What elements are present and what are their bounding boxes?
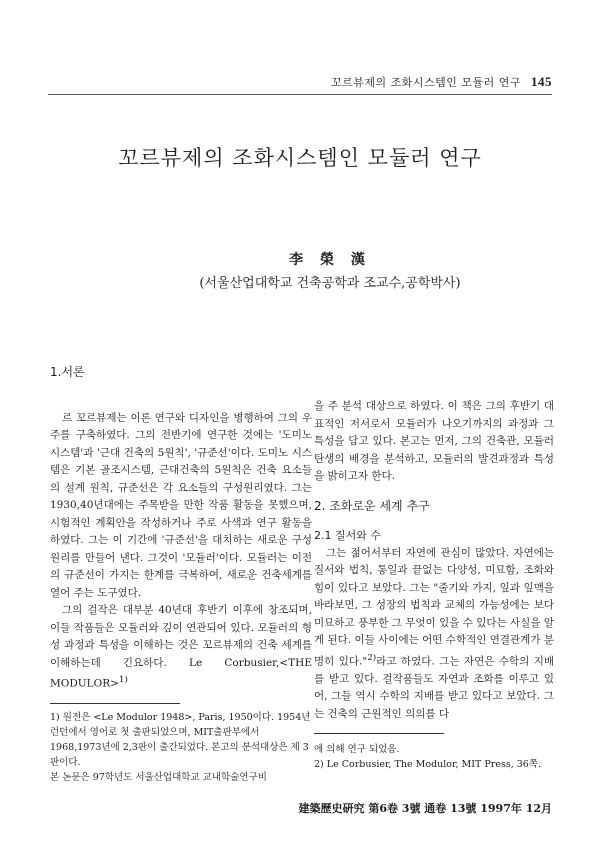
running-head-title: 꼬르뷰제의 조화시스템인 모듈러 연구 (330, 76, 521, 89)
footnote-ref-2: 2) (367, 652, 377, 663)
right-paragraph-2 (314, 545, 554, 724)
spacer (50, 396, 312, 410)
funding-note: 본 논문은 97학년도 서울산업대학교 교내학술연구비 (50, 772, 267, 783)
right-paragraph-2-continued: 라고 하였다. 그는 자연은 수학의 지배를 받고 있다. 걸작품들도 자연과 조화를 이루고 있어, 그들 역시 수학의 지배를 받고 있다고 보았다. 그는 건축의 근원적인 의의를 다 (314, 655, 555, 720)
right-paragraph-1: 을 주 분석 대상으로 하였다. 이 책은 그의 후반기 대표적인 저서로서 모듈러가 나오기까지의 과정과 그 특성을 담고 있다. 본고는 먼저, 그의 건축관, 모듈러 탄생의 배경을 분석하고, 모듈러의 발견과정과 특성을 밝히고자 한다. (314, 400, 554, 482)
footnote-rule-right (314, 733, 444, 734)
footnote-ref-1: 1) (118, 675, 128, 685)
author-name: 李 榮 漢 (289, 252, 371, 268)
left-column (50, 364, 312, 785)
footnote-rule (50, 703, 180, 704)
author-affiliation: (서울산업대학교 건축공학과 조교수,공학박사) (199, 276, 461, 291)
intro-paragraph-2-text: 그의 걸작은 대부분 40년대 후반기 이후에 창조되며, 이들 작품들은 모듈러와 깊이 연관되어 있다. 모듈러의 형성 과정과 특성을 이해하는 것은 꼬르뷰제의 건축 세계를 이해하는데 긴요하다. Le Corbusier,<THE MODULOR> (50, 604, 312, 690)
journal-citation-footer: 建築歷史硏究 第6卷 3號 通卷 13號 1997年 12月 (298, 802, 552, 815)
right-column (314, 398, 554, 772)
funding-note-continued: 에 의해 연구 되었음. (314, 744, 400, 755)
section-heading-harmonious-world: 2. 조화로운 세계 추구 (314, 498, 430, 513)
article-title: 꼬르뷰제의 조화시스템인 모듈러 연구 (118, 146, 482, 170)
intro-paragraph-2 (50, 602, 312, 693)
right-paragraph-2-text: 그는 젊어서부터 자연에 관심이 많았다. 자연에는 질서와 법칙, 통일과 끝없는 다양성, 미묘함, 조화와 힘이 있다고 보았다. 그는 "줄기와 가지, 잎과 잎맥을 바라보면, 그 성장의 법칙과 교체의 가능성에는 보다 미묘하고 풍부한 그 무엇이 있을 수 있다는 사실을 알게 된다. 이들 사이에는 어떤 수학적인 연결관계가 분명히 있다." (314, 546, 554, 667)
page-number: 145 (531, 74, 552, 89)
header-rule (48, 94, 552, 95)
footnote-2: 2) Le Corbusier, The Modulor, MIT Press, 36쪽. (314, 759, 542, 770)
section-heading-introduction: 1.서론 (50, 365, 85, 379)
intro-paragraph-1: 르 꼬르뷰제는 이론 연구와 디자인을 병행하여 그의 우주를 구축하였다. 그의 전반기에 연구한 것에는 '도미노 시스템'과 '근대 건축의 5원칙', '규준선'이다. 도미노 시스템은 기본 골조시스템, 근대건축의 5원칙은 건축 요소들의 설계 원칙, 규준선은 각 요소들의 구성원리였다. 그는 1930,40년대에는 주목받을 만한 작품 활동을 못했으며, 시험적인 계획안을 작성하거나 주로 사색과 연구 활동을 하였다. 그는 이 기간에 '규준선'을 대치하는 새로운 구성원리를 만들어 낸다. 그것이 '모듈러'이다. 모듈러는 이전의 규준선이 가지는 한계를 극복하여, 새로운 건축세계를 열어 주는 도구였다. (50, 411, 312, 599)
running-head (331, 74, 552, 90)
subsection-heading-order-and-number: 2.1 질서와 수 (314, 529, 381, 542)
footnote-1: 1) 원전은 <Le Modulor 1948>, Paris, 1950이다. 1954년 런던에서 영어로 첫 출판되었으며, MIT출판부에서 1968,1973년에 2,3판이 출간되었다. 본고의 분석대상은 제 3판이다. (50, 712, 311, 768)
